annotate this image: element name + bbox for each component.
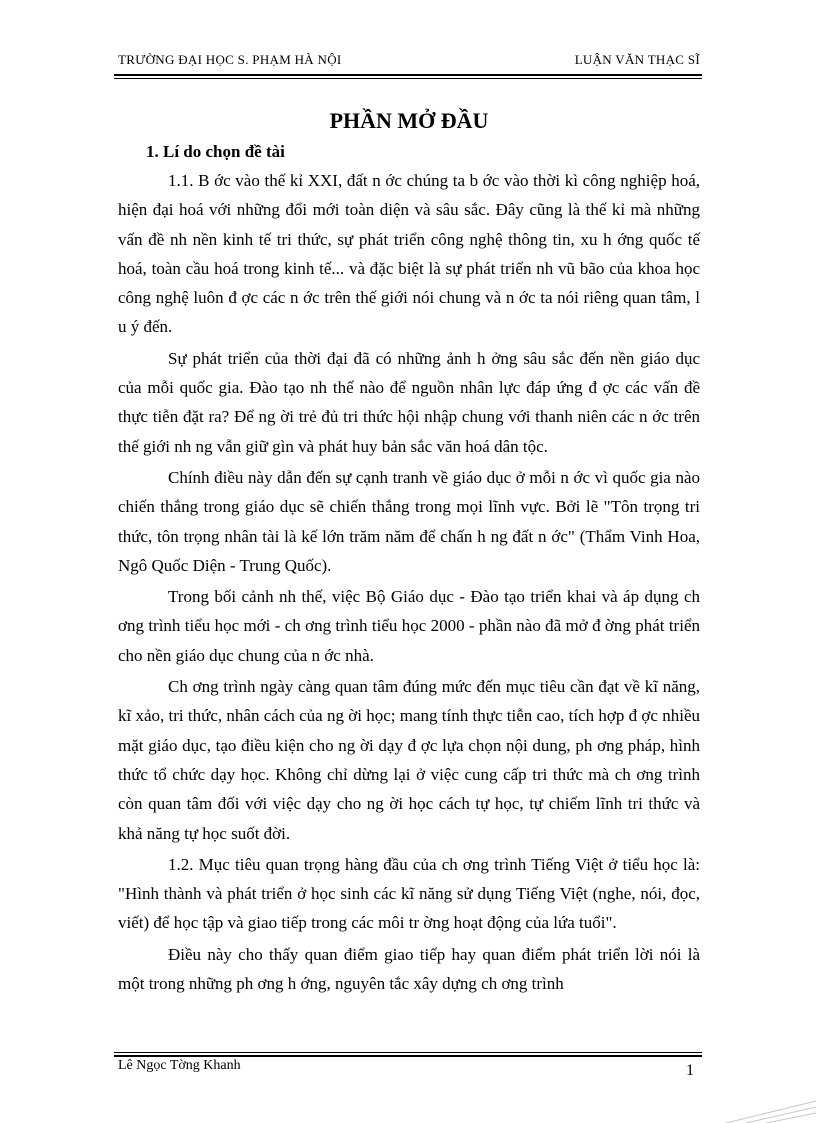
page-number: 1: [686, 1062, 694, 1079]
page-body: [118, 104, 700, 1000]
paragraph: Chính điều này dẫn đến sự cạnh tranh về giáo dục ở mỗi n ớc vì quốc gia nào chiến thắng trong giáo dục sẽ chiến thắng trong mọi lĩnh vực. Bởi lẽ "Tôn trọng tri thức, tôn trọng nhân tài là kế lớn trăm năm để chấn h ng đất n ớc" (Thẩm Vinh Hoa, Ngô Quốc Diện - Trung Quốc).: [118, 467, 700, 575]
footer-rule-thick: [114, 1055, 702, 1057]
header-rule-thin: [114, 78, 702, 79]
corner-decoration: [716, 1093, 816, 1123]
section-heading: 1. Lí do chọn đề tài: [146, 142, 285, 161]
paragraph: 1.1. B ớc vào thế kỉ XXI, đất n ớc chúng ta b ớc vào thời kì công nghiệp hoá, hiện đại hoá với những đổi mới toàn diện và sâu sắc. Đây cũng là thế kỉ mà những vấn đề nh nền kinh tế tri thức, sự phát triển công nghệ thông tin, xu h ớng quốc tế hoá, toàn cầu hoá trong kinh tế... và đặc biệt là sự phát triển nh vũ bão của khoa học công nghệ luôn đ ợc các n ớc trên thế giới nói chung và n ớc ta nói riêng quan tâm, l u ý đến.: [118, 171, 700, 337]
header-university: TRƯỜNG ĐẠI HỌC S. PHẠM HÀ NỘI: [118, 52, 342, 67]
header-rule-thick: [114, 74, 702, 76]
page-title: PHẦN MỞ ĐẦU: [329, 108, 489, 133]
header-thesis-type: LUẬN VĂN THẠC SĨ: [574, 52, 700, 67]
paragraph: 1.2. Mục tiêu quan trọng hàng đầu của ch ơng trình Tiếng Việt ở tiểu học là: "Hình thành và phát triển ở học sinh các kĩ năng sử dụng Tiếng Việt (nghe, nói, đọc, viết) để học tập và giao tiếp trong các môi tr ờng hoạt động của lứa tuổi".: [118, 854, 700, 933]
paragraph: Ch ơng trình ngày càng quan tâm đúng mức đến mục tiêu cần đạt về kĩ năng, kĩ xảo, tri thức, nhân cách của ng ời học; mang tính thực tiễn cao, tích hợp đ ợc nhiều mặt giáo dục, tạo điều kiện cho ng ời dạy đ ợc lựa chọn nội dung, ph ơng pháp, hình thức tổ chức dạy học. Không chỉ dừng lại ở việc cung cấp tri thức mà ch ơng trình còn quan tâm đối với việc dạy cho ng ời học cách tự học, tự chiếm lĩnh tri thức và khả năng tự học suốt đời.: [118, 677, 700, 843]
paragraph: Trong bối cảnh nh thế, việc Bộ Giáo dục - Đào tạo triển khai và áp dụng ch ơng trình tiểu học mới - ch ơng trình tiểu học 2000 - phần nào đã mở đ ờng phát triển cho nền giáo dục chung của n ớc nhà.: [118, 587, 700, 665]
footer-rule-thin: [114, 1052, 702, 1053]
running-footer: [118, 1058, 700, 1082]
footer-author: Lê Ngọc Tờng Khanh: [118, 1058, 241, 1073]
paragraph: Điều này cho thấy quan điểm giao tiếp hay quan điểm phát triển lời nói là một trong những ph ơng h ớng, nguyên tắc xây dựng ch ơng trình: [118, 944, 700, 994]
running-header: [118, 52, 700, 70]
paragraph: Sự phát triển của thời đại đã có những ảnh h ởng sâu sắc đến nền giáo dục của mỗi quốc gia. Đào tạo nh thế nào để nguồn nhân lực đáp ứng đ ợc các vấn đề thực tiễn đặt ra? Để ng ời trẻ đủ tri thức hội nhập chung với thanh niên các n ớc trên thế giới nh ng vẫn giữ gìn và phát huy bản sắc văn hoá dân tộc.: [118, 348, 700, 456]
